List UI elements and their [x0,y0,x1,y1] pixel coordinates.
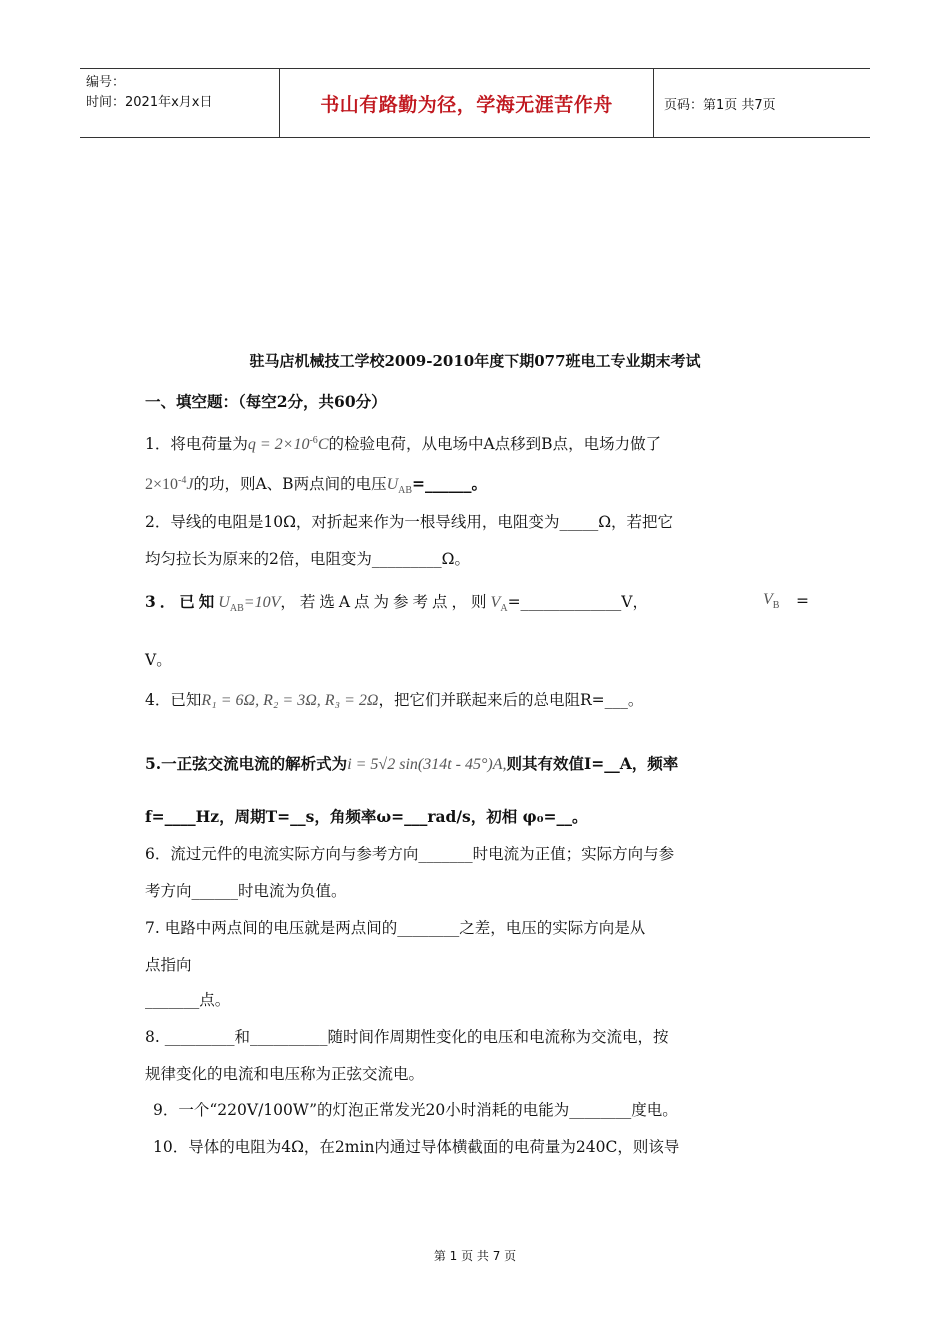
q4-resistor-values: R₁ = 6Ω, R₂ = 3Ω, R₃ = 2Ω [201,692,379,709]
q1-work-unit: J [186,476,194,493]
question-3-line-2: V。 [145,651,172,669]
q3-voltage-sub: AB [229,603,244,615]
q1-text-mid: 的功，则A、B两点间的电压 [193,475,387,493]
q5-current-formula: i = 5√2 sin(314t - 45°)A, [347,756,507,773]
question-1-line-1 [145,432,661,454]
question-8-line-1: 8. _________和__________随时间作周期性变化的电压和电流称为交流电，按 [145,1028,669,1046]
q3-vb-group [763,590,779,611]
q5-text: 5.一正弦交流电流的解析式为 [145,754,348,773]
question-3-line-1 [145,590,648,614]
q3-vb-var: V [763,591,773,608]
question-4 [145,688,643,710]
q1-work-exponent: -4 [178,474,187,486]
question-6-line-2: 考方向______时电流为负值。 [145,882,347,900]
question-6-line-1: 6．流过元件的电流实际方向与参考方向_______时电流为正值；实际方向与参 [145,845,675,863]
q3-voltage-var: U [218,594,230,611]
q1-charge-formula: q = 2×10 [247,436,310,453]
page-header [80,68,870,138]
question-8-line-2: 规律变化的电流和电压称为正弦交流电。 [145,1065,425,1083]
q1-exponent: -6 [309,434,318,446]
q3-voltage-value: =10V [243,594,281,611]
q1-voltage-var: U [386,476,399,493]
q1-blank: =______。 [412,474,488,493]
number-label: 编号： [86,75,126,90]
q4-text: 4．已知 [145,691,202,709]
q5-text-post: 则其有效值I=__A，频率 [506,754,679,773]
question-7-line-1: 7. 电路中两点间的电压就是两点间的________之差，电压的实际方向是从 [145,919,646,937]
q3-vb-sub: B [772,600,780,612]
question-2-line-2: 均匀拉长为原来的2倍，电阻变为_________Ω。 [145,550,470,568]
question-1-line-2 [145,472,487,496]
q1-text: 1．将电荷量为 [145,435,248,453]
question-7-line-2: 点指向 [145,956,192,974]
question-5-line-1 [145,752,678,774]
header-meta [80,69,280,137]
q3-va-var: V [490,594,501,611]
q1-text-post: 的检验电荷，从电场中A点移到B点，电场力做了 [328,435,662,453]
q4-text-post: ，把它们并联起来后的总电阻R=___。 [378,691,644,709]
header-slogan: 书山有路勤为径，学海无涯苦作舟 [280,69,654,137]
q3-equals: = [796,592,809,610]
question-5-line-2: f=____Hz，周期T=__s，角频率ω=___rad/s，初相 φ₀=__。 [145,807,588,826]
q1-work-formula: 2×10 [145,476,179,493]
time-label: 时间：2021年x月x日 [86,95,213,110]
q1-voltage-sub: AB [398,485,413,497]
q3-text: 3．已知 [145,592,219,611]
question-9: 9．一个“220V/100W”的灯泡正常发光20小时消耗的电能为________度电。 [153,1101,678,1119]
q3-va-sub: A [500,603,508,615]
q3-text-mid: ，若选A点为参考点，则 [280,593,491,611]
question-7-line-3: _______点。 [145,991,231,1009]
exam-title: 驻马店机械技工学校2009-2010年度下期077班电工专业期末考试 [249,352,701,370]
q1-unit: C [317,436,329,453]
question-2-line-1: 2．导线的电阻是10Ω，对折起来作为一根导线用，电阻变为_____Ω，若把它 [145,513,674,531]
section-heading: 一、填空题：（每空2分，共60分） [145,392,387,411]
question-10: 10．导体的电阻为4Ω，在2min内通过导体横截面的电荷量为240C，则该导 [153,1138,680,1156]
page-footer: 第 1 页 共 7 页 [433,1249,517,1263]
header-page-info: 页码：第1页 共7页 [664,97,776,113]
q3-blank-1: =_____________V， [507,593,648,611]
